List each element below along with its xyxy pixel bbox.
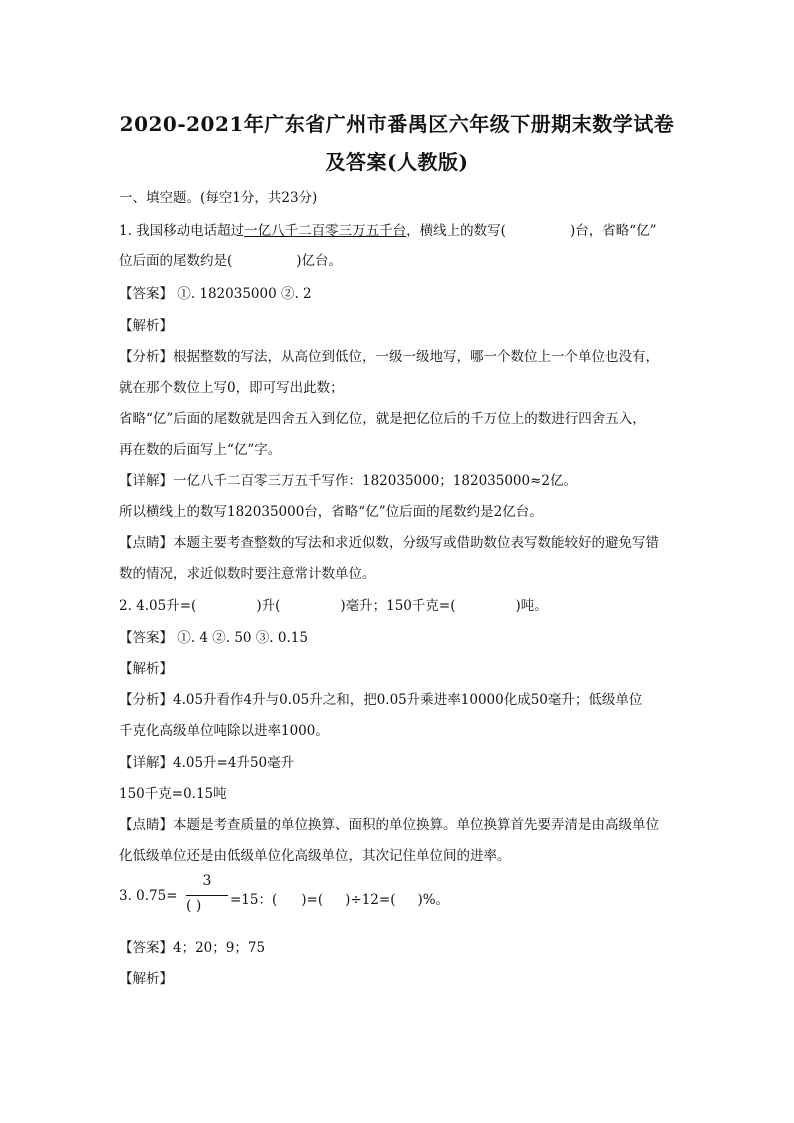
q1-line2-suffix: )亿台。 (296, 253, 343, 269)
question-2-line (119, 594, 548, 614)
q2-xiangjie-2: 150千克=0.15吨 (119, 786, 227, 802)
question-3-rest (230, 888, 449, 908)
q3-fraction-bar (186, 895, 228, 896)
q3-part-1: =15：( (230, 892, 278, 908)
question-1-line-1 (119, 219, 657, 239)
q2-dianjing-1: 【点睛】本题是考查质量的单位换算、面积的单位换算。单位换算首先要弄清是由高级单位 (119, 817, 659, 833)
q1-xiangjie-1: 【详解】一亿八千二百零三万五千写作：182035000；182035000≈2亿。 (119, 473, 578, 489)
q1-line2-prefix: 位后面的尾数约是( (119, 253, 233, 269)
question-1-line-2 (119, 249, 342, 269)
q1-underlined-number: 一亿八千二百零三万五千台 (244, 223, 407, 239)
q1-dianjing-2: 数的情况，求近似数时要注意常计数单位。 (119, 566, 376, 582)
q2-part-2: )升( (256, 598, 281, 614)
q3-fraction (186, 873, 228, 919)
q3-answer: 【答案】4；20；9；75 (119, 940, 266, 956)
q3-part-4: )%。 (417, 892, 450, 908)
q2-fenxi-1: 【分析】4.05升看作4升与0.05升之和，把0.05升乘进率10000化成50毫升；低级单位 (119, 692, 643, 708)
q3-fraction-denominator: ( ) (186, 898, 202, 914)
q2-answer: 【答案】 ①. 4 ②. 50 ③. 0.15 (119, 630, 308, 646)
q2-analysis-label: 【解析】 (119, 661, 173, 677)
q1-fenxi-3: 省略“亿”后面的尾数就是四舍五入到亿位，就是把亿位后的千万位上的数进行四舍五入， (119, 411, 646, 427)
q1-middle: ，横线上的数写( (406, 223, 506, 239)
section-header: 一、填空题。(每空1分，共23分) (119, 190, 318, 206)
q1-fenxi-2: 就在那个数位上写0，即可写出此数； (119, 380, 344, 396)
q1-dianjing-1: 【点睛】本题主要考查整数的写法和求近似数，分级写或借助数位表写数能较好的避免写错 (119, 535, 659, 551)
q2-part-4: )吨。 (515, 598, 548, 614)
q3-analysis-label: 【解析】 (119, 971, 173, 987)
q1-fenxi-1: 【分析】根据整数的写法，从高位到低位，一级一级地写，哪一个数位上一个单位也没有， (119, 349, 659, 365)
document-title-line-1: 2020-2021年广东省广州市番禺区六年级下册期末数学试卷 (119, 112, 675, 136)
q2-fenxi-2: 千克化高级单位吨除以进率1000。 (119, 723, 329, 739)
q1-answer: 【答案】 ①. 182035000 ②. 2 (119, 286, 312, 302)
q1-analysis-label: 【解析】 (119, 318, 173, 334)
q3-prefix: 3. 0.75= (119, 888, 178, 904)
q3-part-2: )=( (301, 892, 324, 908)
q2-part-3: )毫升；150千克=( (340, 598, 456, 614)
q2-part-1: 2. 4.05升=( (119, 598, 197, 614)
q1-xiangjie-2: 所以横线上的数写182035000台，省略“亿”位后面的尾数约是2亿台。 (119, 504, 543, 520)
q1-fenxi-4: 再在数的后面写上“亿”字。 (119, 442, 282, 458)
q1-after-blank-1: )台，省略“亿” (569, 223, 657, 239)
document-title-line-2: 及答案(人教版) (325, 150, 469, 174)
q2-xiangjie-1: 【详解】4.05升=4升50毫升 (119, 755, 295, 771)
q3-part-3: )÷12=( (345, 892, 396, 908)
q2-dianjing-2: 化低级单位还是由低级单位化高级单位，其次记住单位间的进率。 (119, 848, 511, 864)
q3-fraction-numerator: 3 (202, 873, 212, 889)
q1-prefix: 1. 我国移动电话超过 (119, 223, 245, 239)
